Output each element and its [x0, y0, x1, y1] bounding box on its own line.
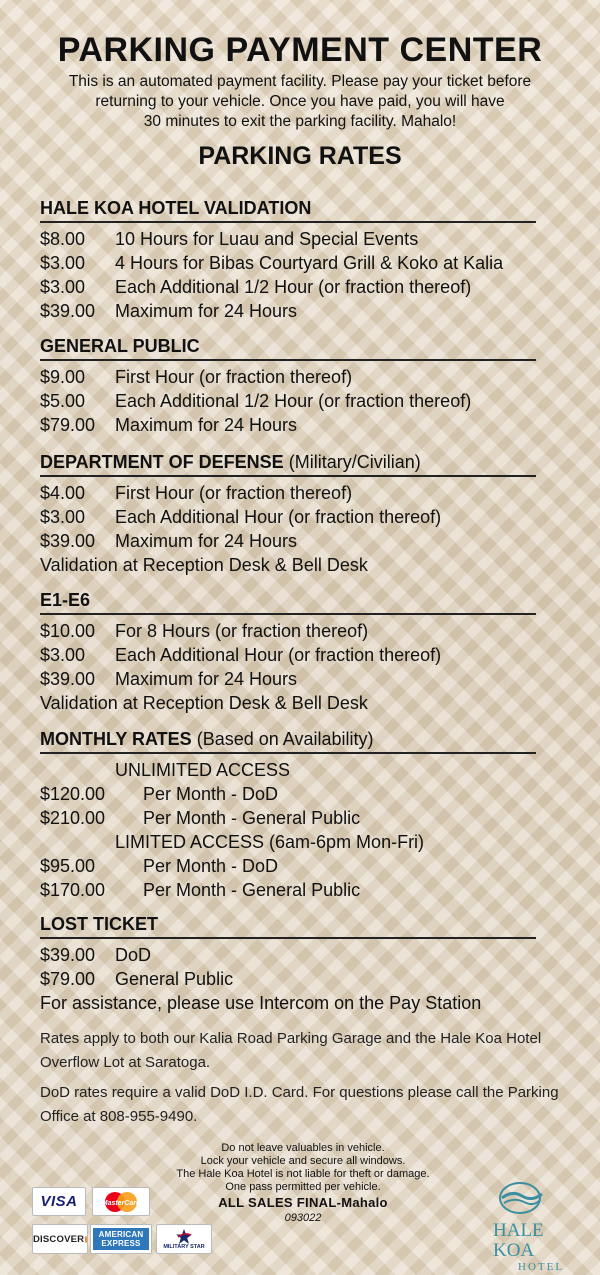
rate-row: [40, 529, 536, 553]
rate-row: [40, 481, 536, 505]
rate-row: [40, 967, 536, 991]
page-title: PARKING PAYMENT CENTER: [57, 31, 543, 69]
all-sales-final: ALL SALES FINAL-Mahalo: [218, 1195, 388, 1210]
rate-desc: Maximum for 24 Hours: [115, 669, 298, 689]
visa-card-icon: [32, 1187, 86, 1216]
rate-price: $120.00: [40, 784, 106, 804]
section-department-of-defense: [40, 450, 536, 577]
section-e1-e6: [40, 588, 536, 715]
rate-row: [40, 854, 536, 878]
rate-price: $79.00: [40, 415, 96, 435]
rate-desc: First Hour (or fraction thereof): [115, 367, 353, 387]
rate-row: [40, 505, 536, 529]
rate-desc: General Public: [115, 969, 234, 989]
military-star-icon: [175, 1229, 193, 1244]
intro-line: 30 minutes to exit the parking facility. Mahalo!: [143, 113, 457, 130]
intro-text: [20, 72, 580, 132]
hale-koa-logo: [490, 1178, 584, 1273]
section-hale-koa-validation: [40, 196, 536, 323]
discover-dot-icon: [85, 1236, 87, 1243]
parking-rates-title: PARKING RATES: [198, 142, 402, 170]
assistance-note: For assistance, please use Intercom on the Pay Station: [40, 993, 482, 1013]
validation-note: Validation at Reception Desk & Bell Desk: [40, 555, 368, 575]
discover-card-icon: [32, 1224, 88, 1254]
rate-row: [40, 299, 536, 323]
section-heading: LOST TICKET: [40, 912, 536, 939]
rate-row: [40, 667, 536, 691]
rate-price: $39.00: [40, 669, 96, 689]
section-heading-text: MONTHLY RATES: [40, 729, 192, 749]
section-heading: GENERAL PUBLIC: [40, 334, 536, 361]
section-heading: [40, 450, 536, 477]
fine-print-line: The Hale Koa Hotel is not liable for theft or damage.: [176, 1168, 430, 1180]
logo-name: HALE KOA: [493, 1220, 544, 1261]
rate-desc: Maximum for 24 Hours: [115, 415, 298, 435]
limited-access-label: LIMITED ACCESS (6am-6pm Mon-Fri): [115, 832, 425, 852]
rate-price: $4.00: [40, 483, 86, 503]
rate-desc: Each Additional Hour (or fraction thereof): [115, 507, 442, 527]
section-lost-ticket: [40, 912, 536, 1015]
rate-row: [40, 943, 536, 967]
mastercard-label: MasterCard: [101, 1199, 141, 1207]
fine-print: [160, 1142, 446, 1225]
rate-price: $3.00: [40, 645, 86, 665]
rate-desc: Each Additional 1/2 Hour (or fraction thereof): [115, 277, 472, 297]
rate-price: $79.00: [40, 969, 96, 989]
rate-price: $8.00: [40, 229, 86, 249]
wave-logo-icon: [490, 1178, 584, 1216]
fine-print-line: One pass permitted per vehicle.: [225, 1181, 381, 1193]
rate-desc: DoD: [115, 945, 152, 965]
unlimited-access-label: UNLIMITED ACCESS: [115, 760, 291, 780]
dod-id-note: DoD rates require a valid DoD I.D. Card. For questions please call the Parking Office at 808-955-9490.: [40, 1084, 559, 1125]
mastercard-icon: [92, 1187, 150, 1216]
military-star-label: MILITARY STAR: [163, 1243, 205, 1250]
discover-card-label: DISCOVER: [33, 1233, 85, 1245]
amex-card-label: AMERICAN EXPRESS: [93, 1228, 149, 1250]
rate-row: [40, 878, 536, 902]
rate-desc: For 8 Hours (or fraction thereof): [115, 621, 369, 641]
rate-row: [40, 413, 536, 437]
intro-line: This is an automated payment facility. Please pay your ticket before: [68, 73, 532, 90]
section-heading: [40, 727, 536, 754]
rate-price: $3.00: [40, 253, 86, 273]
rate-row: [40, 806, 536, 830]
form-code: 093022: [284, 1212, 322, 1224]
section-general-public: [40, 334, 536, 437]
rates-apply-note: Rates apply to both our Kalia Road Parking Garage and the Hale Koa Hotel Overflow Lot at Saratoga.: [40, 1030, 542, 1071]
section-heading-text: DEPARTMENT OF DEFENSE: [40, 452, 284, 472]
rate-row: [40, 227, 536, 251]
rate-desc: Per Month - DoD: [143, 856, 279, 876]
rate-price: $95.00: [40, 856, 96, 876]
military-star-card-icon: [156, 1224, 212, 1254]
rate-row: [40, 275, 536, 299]
rate-row: [40, 365, 536, 389]
fine-print-line: Lock your vehicle and secure all windows.: [200, 1155, 406, 1167]
section-monthly-rates: [40, 727, 536, 902]
rate-price: $39.00: [40, 301, 96, 321]
section-heading: E1-E6: [40, 588, 536, 615]
rate-price: $210.00: [40, 808, 106, 828]
rate-price: $3.00: [40, 277, 86, 297]
rate-row: [40, 619, 536, 643]
amex-card-icon: [90, 1224, 152, 1254]
rate-desc: Per Month - General Public: [143, 880, 361, 900]
fine-print-line: Do not leave valuables in vehicle.: [221, 1142, 385, 1154]
rate-price: $9.00: [40, 367, 86, 387]
rate-desc: Per Month - General Public: [143, 808, 361, 828]
rate-desc: First Hour (or fraction thereof): [115, 483, 353, 503]
rate-price: $3.00: [40, 507, 86, 527]
rate-row: [40, 782, 536, 806]
rate-desc: Maximum for 24 Hours: [115, 301, 298, 321]
rate-price: $5.00: [40, 391, 86, 411]
rate-row: [40, 643, 536, 667]
rate-row: [40, 389, 536, 413]
rate-desc: Maximum for 24 Hours: [115, 531, 298, 551]
rate-desc: Per Month - DoD: [143, 784, 279, 804]
rate-desc: Each Additional 1/2 Hour (or fraction thereof): [115, 391, 472, 411]
rate-price: $39.00: [40, 531, 96, 551]
rate-desc: Each Additional Hour (or fraction thereof): [115, 645, 442, 665]
section-heading: HALE KOA HOTEL VALIDATION: [40, 196, 536, 223]
section-heading-note: (Military/Civilian): [288, 452, 421, 472]
rate-desc: 10 Hours for Luau and Special Events: [115, 229, 419, 249]
rate-price: $39.00: [40, 945, 96, 965]
rate-desc: 4 Hours for Bibas Courtyard Grill & Koko at Kalia: [115, 253, 504, 273]
mastercard-circles: [96, 1190, 146, 1214]
validation-note: Validation at Reception Desk & Bell Desk: [40, 693, 368, 713]
rate-price: $170.00: [40, 880, 106, 900]
rate-price: $10.00: [40, 621, 96, 641]
rate-row: [40, 251, 536, 275]
intro-line: returning to your vehicle. Once you have paid, you will have: [95, 93, 505, 110]
logo-sub: HOTEL: [518, 1261, 565, 1273]
section-heading-note: (Based on Availability): [196, 729, 374, 749]
visa-card-label: VISA: [40, 1193, 78, 1210]
